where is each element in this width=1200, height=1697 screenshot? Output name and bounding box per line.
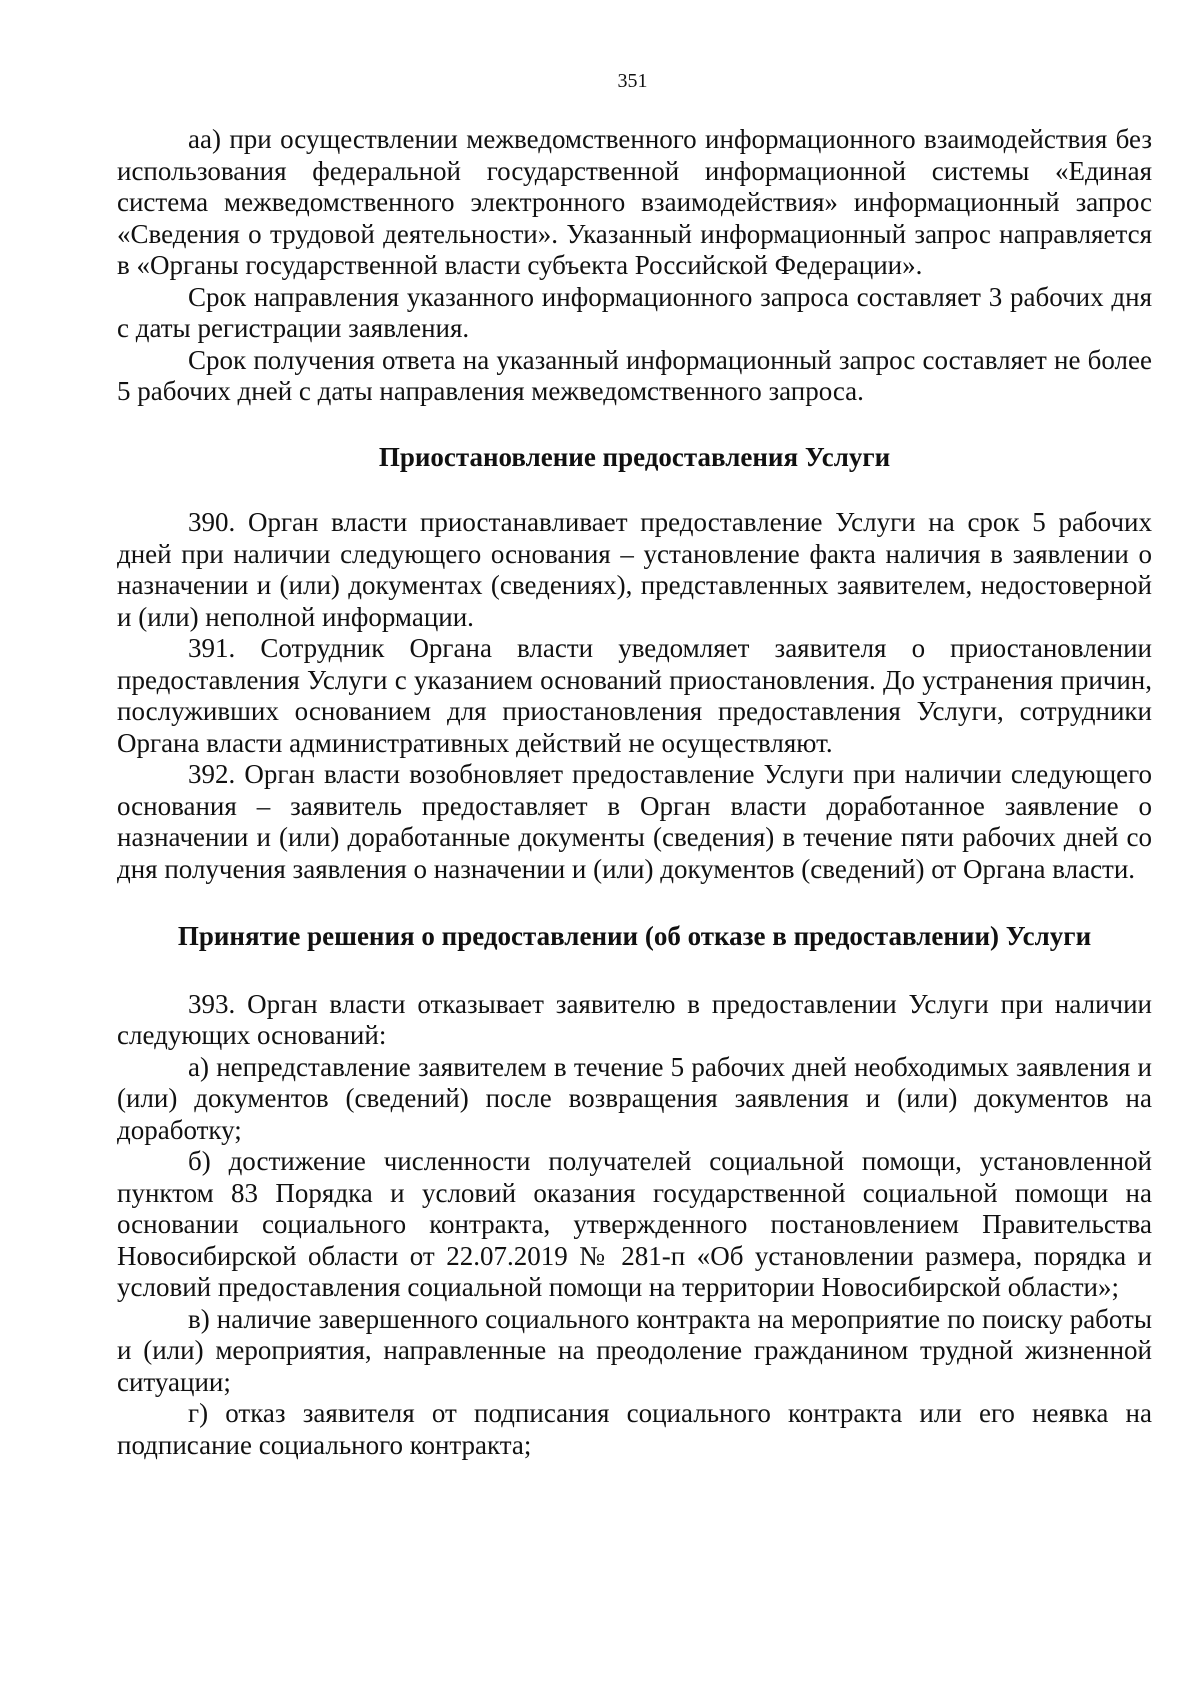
paragraph-request-deadline: Срок направления указанного информационного запроса составляет 3 рабочих дня с даты регистрации заявления. (117, 281, 1152, 343)
section-heading-suspension: Приостановление предоставления Услуги (378, 441, 891, 472)
paragraph-393-a: а) непредставление заявителем в течение 5 рабочих дней необходимых заявления и (или) документов (сведений) после возвращения заявления и (или) документов на доработку; (117, 1051, 1152, 1145)
paragraph-393-b: б) достижение численности получателей социальной помощи, установленной пунктом 83 Порядка и условий оказания государственной социальной помощи на основании социального контракта, утвержденного постановлением Правительства Новосибирской области от 22.07.2019 № 281-п «Об установлении размера, порядка и условий предоставления социальной помощи на территории Новосибирской области»; (117, 1146, 1152, 1302)
document-body (117, 124, 1152, 1461)
paragraph-392: 392. Орган власти возобновляет предоставление Услуги при наличии следующего основания – заявитель предоставляет в Орган власти доработанное заявление о назначении и (или) доработанные документы (сведения) в течение пяти рабочих дней со дня получения заявления о назначении и (или) документов (сведений) от Органа власти. (117, 759, 1152, 884)
paragraph-391: 391. Сотрудник Органа власти уведомляет заявителя о приостановлении предоставления Услуги с указанием оснований приостановления. До устранения причин, послуживших основанием для приостановления предоставления Услуги, сотрудники Органа власти административных действий не осуществляют. (117, 633, 1152, 758)
paragraph-aa: аа) при осуществлении межведомственного информационного взаимодействия без использования федеральной государственной информационной системы «Единая система межведомственного электронного взаимодействия» информационный запрос «Сведения о трудовой деятельности». Указанный информационный запрос направляется в «Органы государственной власти субъекта Российской Федерации». (117, 124, 1152, 280)
paragraph-response-deadline: Срок получения ответа на указанный информационный запрос составляет не более 5 рабочих дней с даты направления межведомственного запроса. (117, 344, 1152, 406)
section-heading-decision: Принятие решения о предоставлении (об отказе в предоставлении) Услуги (177, 921, 1092, 951)
paragraph-393-g: г) отказ заявителя от подписания социального контракта или его неявка на подписание социального контракта; (117, 1398, 1152, 1460)
paragraph-393: 393. Орган власти отказывает заявителю в предоставлении Услуги при наличии следующих оснований: (117, 988, 1152, 1050)
paragraph-393-v: в) наличие завершенного социального контракта на мероприятие по поиску работы и (или) мероприятия, направленные на преодоление гражданином трудной жизненной ситуации; (117, 1303, 1152, 1397)
paragraph-390: 390. Орган власти приостанавливает предоставление Услуги на срок 5 рабочих дней при наличии следующего основания – установление факта наличия в заявлении о назначении и (или) документах (сведениях), представленных заявителем, недостоверной и (или) неполной информации. (117, 507, 1152, 632)
page-number: 351 (617, 70, 648, 92)
